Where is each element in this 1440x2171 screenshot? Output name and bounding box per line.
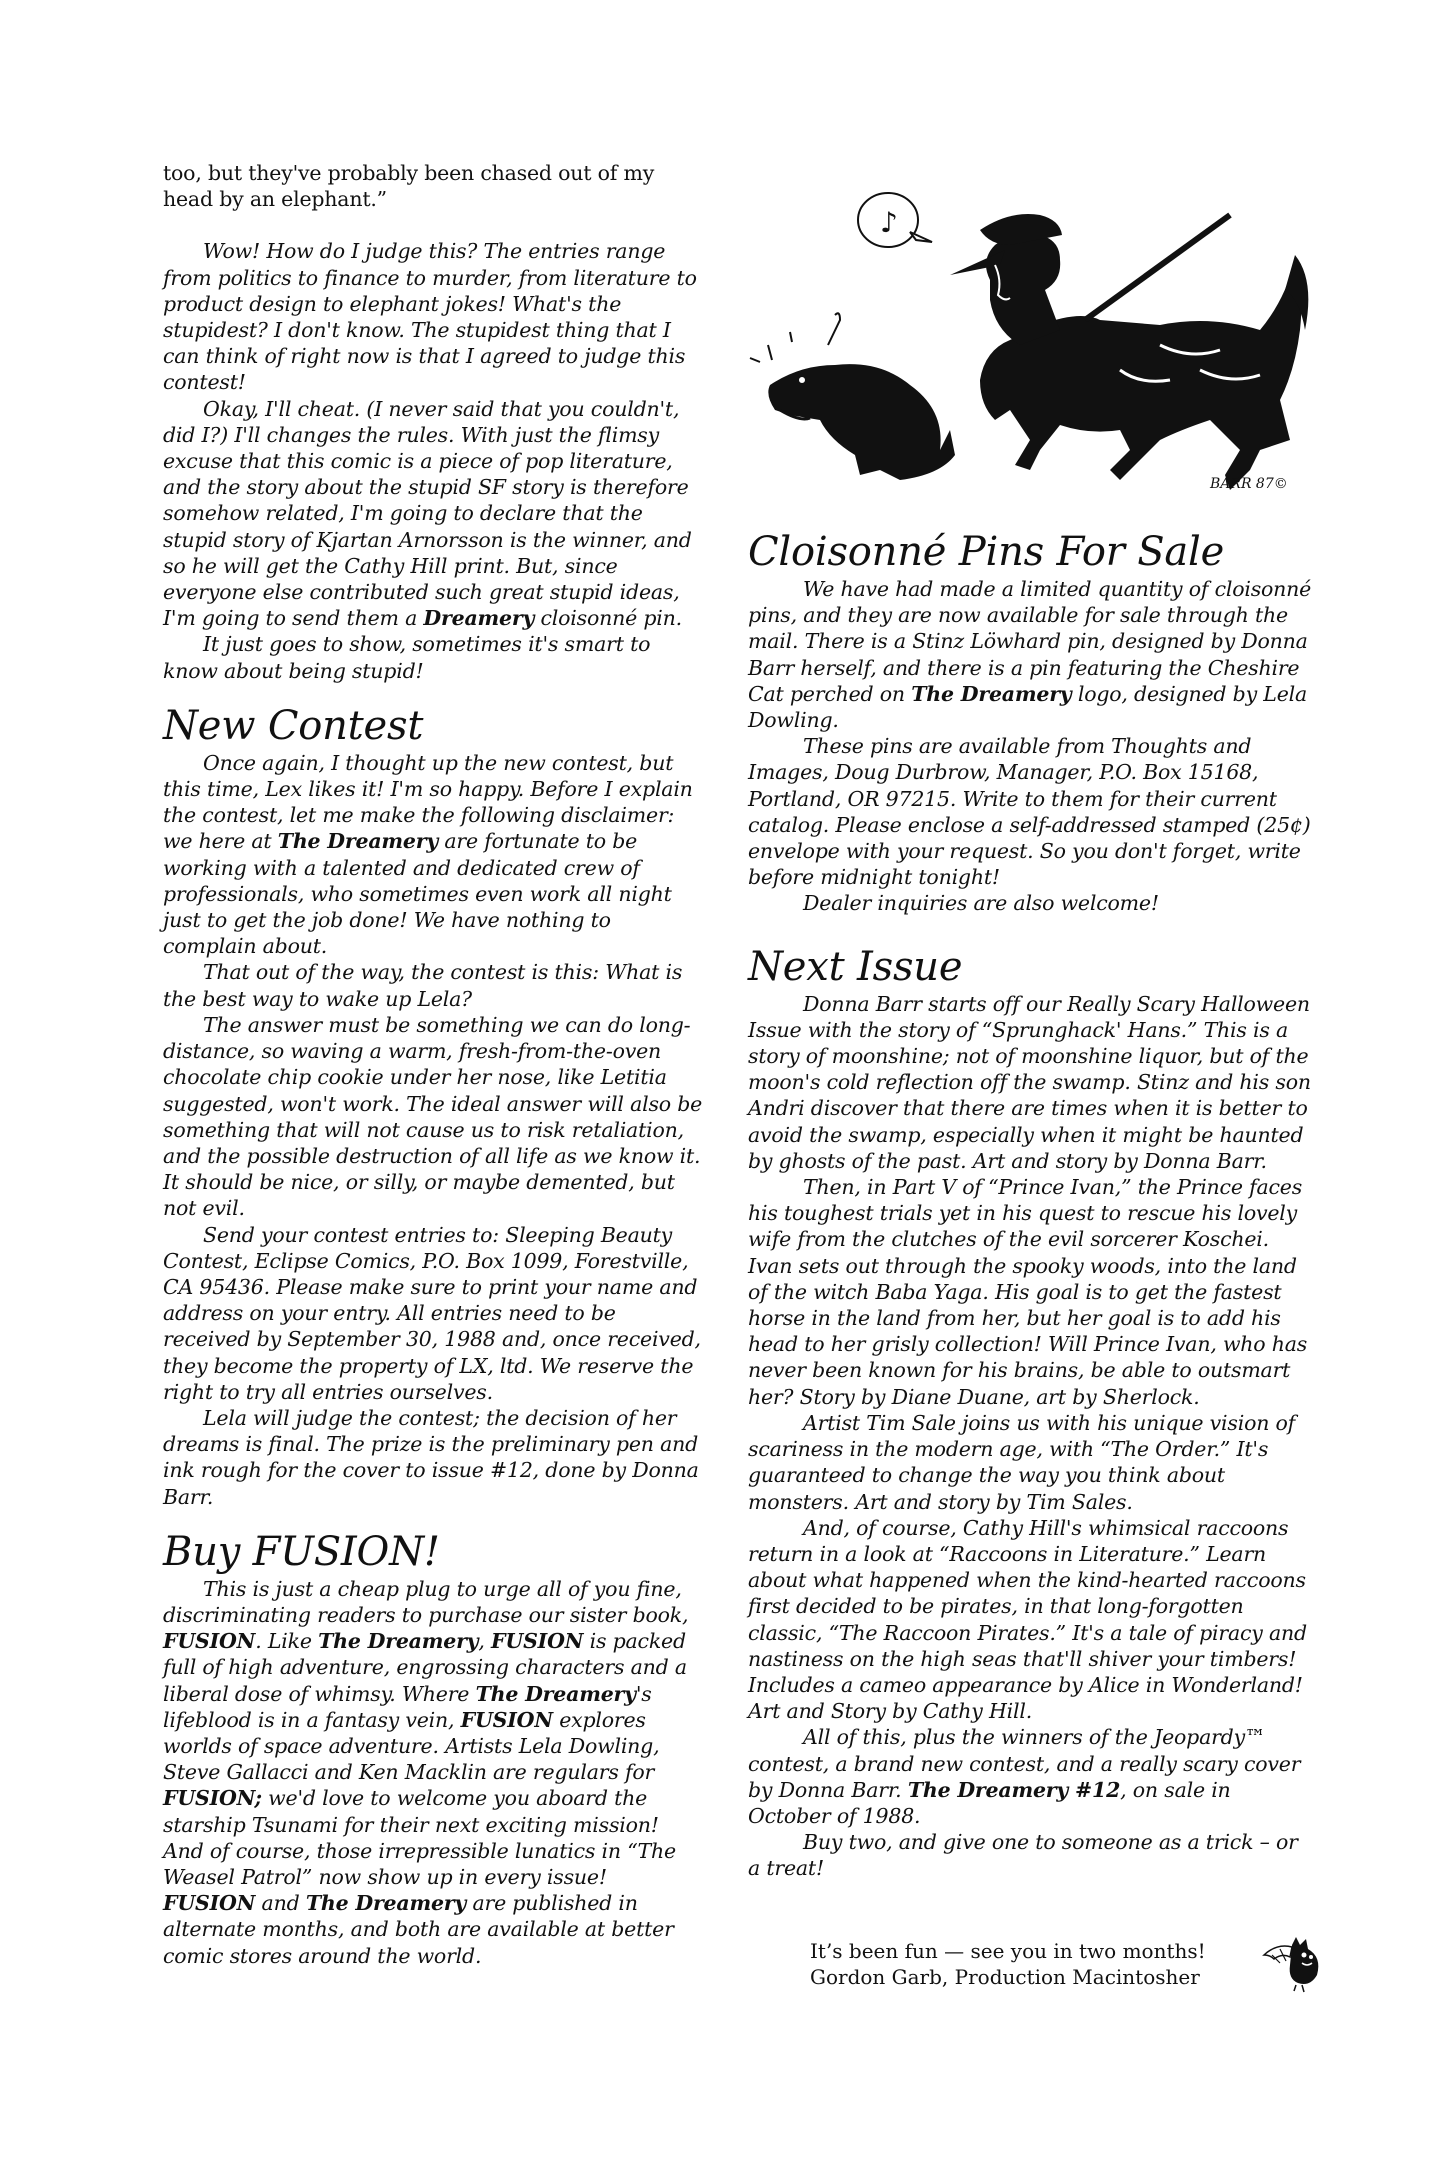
new-contest-paragraph-3: The answer must be something we can do long-distance, so waving a warm, fresh-from-the-oven chocolate chip cookie under her nose, like Letitia suggested, won't work. The ideal answer will also be something that will not cause us to risk retaliation, and the possible destruction of all life as we know it. It should be nice, or silly, or maybe demented, but not evil. [163, 1012, 703, 1221]
svg-text:♪: ♪ [880, 206, 898, 239]
pins-paragraph-3: Dealer inquiries are also welcome! [803, 891, 1159, 916]
next-issue-heading: Next Issue [748, 943, 963, 990]
centaur-hunter-illustration [740, 170, 1310, 515]
next-issue-paragraph-3: Artist Tim Sale joins us with his unique vision of scariness in the modern age, with “The Order.” It's guaranteed to change the way you think about monsters. Art and story by Tim Sales. [748, 1410, 1296, 1514]
new-contest-paragraph-4: Send your contest entries to: Sleeping Beauty Contest, Eclipse Comics, P.O. Box 1099, Forestville, CA 95436. Please make sure to print your name and address on your entry. All entries need to be received by September 30, 1988 and, once received, they become the property of LX, ltd. We reserve the right to try all entries ourselves. [163, 1222, 701, 1404]
intro-paragraph-2: Okay, I'll cheat. (I never said that you couldn't, did I?) I'll changes the rules. With just the flimsy excuse that this comic is a piece of pop literature, and the story about the stupid SF story is therefore somehow related, I'm going to declare that the stupid story of Kjartan Arnorsson is the winner, and so he will get the Cathy Hill print. But, since everyone else contributed such great stupid ideas, I'm going to send them a Dreamery cloisonné pin. [163, 396, 692, 631]
pins-paragraph-2: These pins are available from Thoughts and Images, Doug Durbrow, Manager, P.O. Box 15168, Portland, OR 97215. Write to them for their current catalog. Please enclose a self-addressed stamped (25¢) envelope with your request. So you don't forget, write before midnight tonight! [748, 734, 1311, 890]
quote-tail: too, but they've probably been chased out of my head by an elephant.” [163, 161, 655, 212]
signoff [810, 1938, 1206, 1990]
pins-heading: Cloisonné Pins For Sale [748, 529, 1225, 575]
dreamery-bold: Dreamery [423, 606, 535, 631]
next-issue-paragraph-2: Then, in Part V of “Prince Ivan,” the Prince faces his toughest trials yet in his quest to rescue his lovely wife from the clutches of the evil sorcerer Koschei. Ivan sets out through the spooky woods, into the land of the witch Baba Yaga. His goal is to get the fastest horse in the land from her, but her goal is to add his head to her grisly collection! Will Prince Ivan, who has never been known for his brains, be able to outsmart her? Story by Diane Duane, art by Sherlock. [748, 1175, 1308, 1409]
new-contest-paragraph-1: Once again, I thought up the new contest, but this time, Lex likes it! I'm so happy. Before I explain the contest, let me make the following disclaimer: we here at The Dreamery are fortunate to be working with a talented and dedicated crew of professionals, who sometimes even work all night just to get the job done! We have nothing to complain about. [163, 750, 693, 959]
new-contest-paragraph-5: Lela will judge the contest; the decision of her dreams is final. The prize is the preliminary pen and ink rough for the cover to issue #12, done by Donna Barr. [163, 1405, 699, 1509]
intro-paragraph-1: Wow! How do I judge this? The entries range from politics to finance to murder, from literature to product design to elephant jokes! What's the stupidest? I don't know. The stupidest thing that I can think of right now is that I agreed to judge this contest! [163, 239, 697, 395]
next-issue-paragraph-6: Buy two, and give one to someone as a trick – or a treat! [748, 1830, 1298, 1881]
next-issue-paragraph-5: All of this, plus the winners of the Jeopardy™ contest, a brand new contest, and a really scary cover by Donna Barr. The Dreamery #12, on sale in October of 1988. [748, 1725, 1301, 1828]
next-issue-paragraph-1: Donna Barr starts off our Really Scary Halloween Issue with the story of “Sprunghack' Hans.” This is a story of moonshine; not of moonshine liquor, but of the moon's cold reflection off the swamp. Stinz and his son Andri discover that there are times when it is better to avoid the swamp, especially when it might be haunted by ghosts of the past. Art and story by Donna Barr. [748, 991, 1311, 1173]
centaur-and-dog-drawing-icon [740, 170, 1310, 515]
buy-fusion-paragraph: This is just a cheap plug to urge all of you fine, discriminating readers to purchase our sister book, FUSION. Like The Dreamery, FUSION is packed full of high adventure, engrossing characters and a liberal dose of whimsy. Where The Dreamery's lifeblood is in a fantasy vein, FUSION explores worlds of space adventure. Artists Lela Dowling, Steve Gallacci and Ken Macklin are regulars for FUSION; we'd love to welcome you aboard the starship Tsunami for their next exciting mission! And of course, those irrepressible lunatics in “The Weasel Patrol” now show up in every issue! FUSION and The Dreamery are published in alternate months, and both are available at better comic stores around the world. [163, 1576, 689, 1968]
new-contest-heading: New Contest [163, 702, 424, 749]
intro-paragraph-3: It just goes to show, sometimes it's smart to know about being stupid! [163, 632, 651, 683]
signoff-line-2: Gordon Garb, Production Macintosher [810, 1965, 1200, 1989]
next-issue-paragraph-4: And, of course, Cathy Hill's whimsical raccoons return in a look at “Raccoons in Literature.” Learn about what happened when the kind-hearted raccoons first decided to be pirates, in that long-forgotten classic, “The Raccoon Pirates.” It's a tale of piracy and nastiness on the high seas that'll shiver your timbers! Includes a cameo appearance by Alice in Wonderland! Art and Story by Cathy Hill. [748, 1515, 1307, 1724]
left-column [163, 160, 703, 1969]
bat-icon [1262, 1935, 1332, 1995]
buy-fusion-heading: Buy FUSION! [163, 1528, 440, 1575]
svg-text:BARR 87©: BARR 87© [1210, 476, 1288, 492]
signoff-line-1: It’s been fun — see you in two months! [810, 1939, 1206, 1963]
right-column [748, 528, 1313, 1882]
pins-paragraph-1: We have had made a limited quantity of cloisonné pins, and they are now available for sale through the mail. There is a Stinz Löwhard pin, designed by Donna Barr herself, and there is a pin featuring the Cheshire Cat perched on The Dreamery logo, designed by Lela Dowling. [748, 577, 1312, 733]
new-contest-paragraph-2: That out of the way, the contest is this: What is the best way to wake up Lela? [163, 960, 683, 1011]
